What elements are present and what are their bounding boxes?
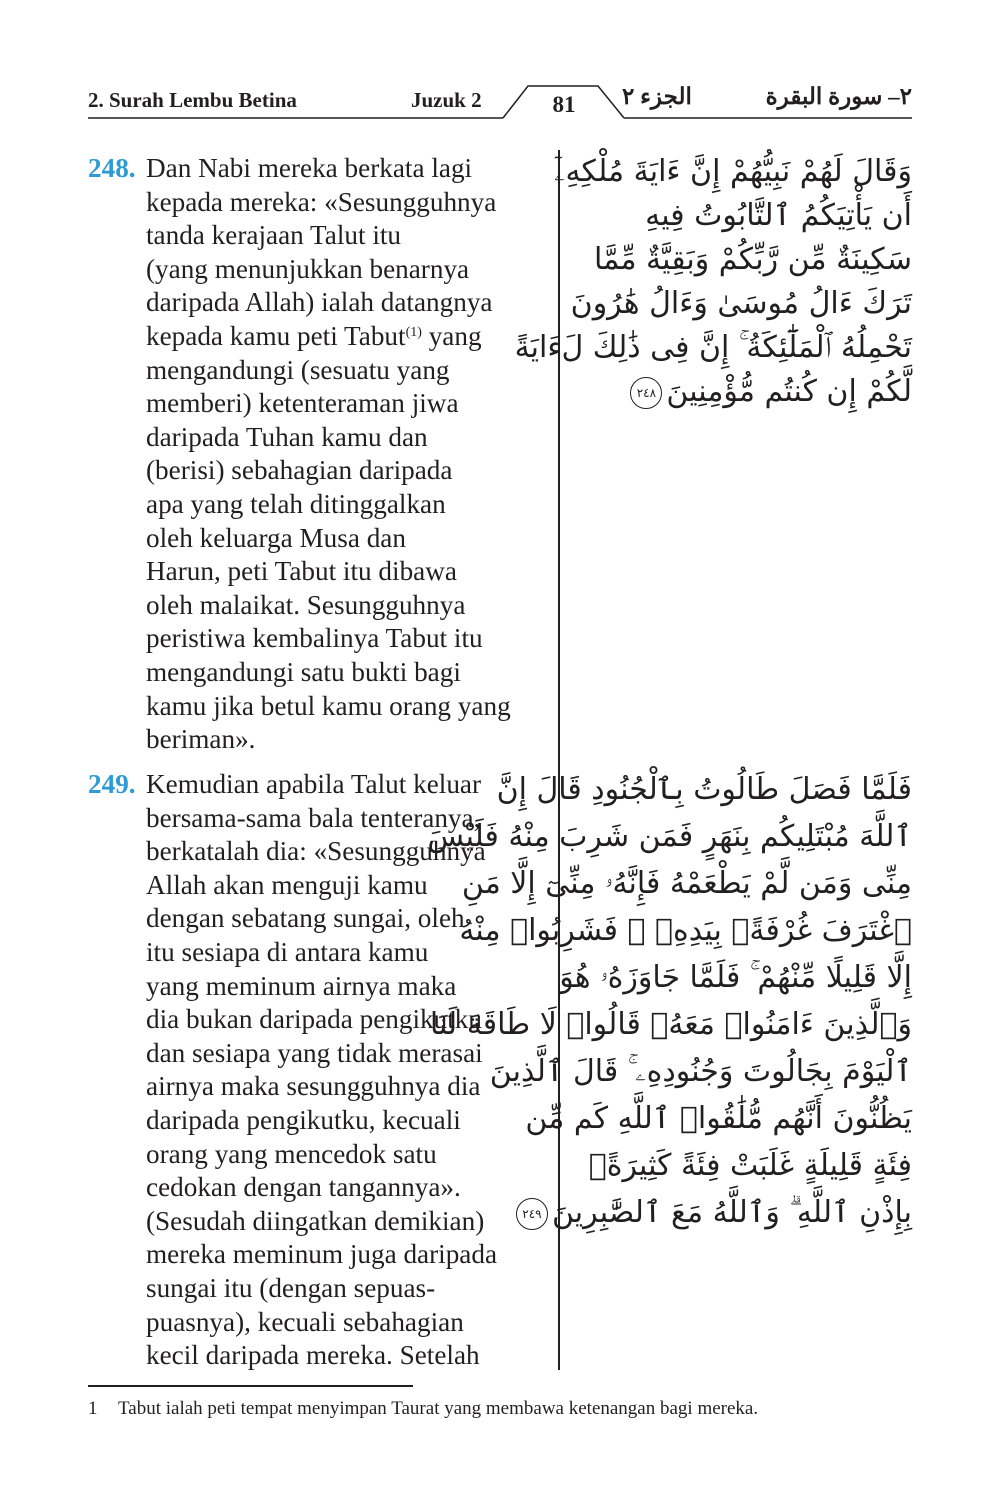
text-line: itu sesiapa di antara kamu	[146, 936, 429, 967]
text-line: mengandungi satu bukti bagi	[146, 656, 461, 687]
text-line-with-footnote	[146, 320, 556, 354]
text-line: kecil daripada mereka. Setelah	[146, 1340, 480, 1371]
text-line: Dan Nabi mereka berkata lagi	[146, 153, 473, 183]
text-line: yang meminum airnya maka	[146, 970, 457, 1001]
verse-number: 249.	[88, 769, 136, 799]
text-fragment: yang	[421, 320, 482, 351]
footnote-rule	[88, 1385, 413, 1387]
text-line: cedokan dengan tangannya».	[146, 1172, 461, 1203]
arabic-line: تَحْمِلُهُ ٱلْمَلَٰٓئِكَةُ ۚ إِنَّ فِى ذَٰلِكَ لَءَايَةً	[514, 330, 912, 365]
text-line: (Sesudah diingatkan demikian)	[146, 1205, 485, 1236]
text-line: daripada Tuhan kamu dan	[146, 421, 428, 452]
text-line: kepada mereka: «Sesungguhnya	[146, 186, 497, 217]
text-line: peristiwa kembalinya Tabut itu	[146, 623, 483, 654]
arabic-line: ٱلْيَوْمَ بِجَالُوتَ وَجُنُودِهِۦ ۚ قَالَ ٱلَّذِينَ	[489, 1054, 912, 1089]
arabic-line: مِنِّى وَمَن لَّمْ يَطْعَمْهُ فَإِنَّهُۥ مِنِّىٓ إِلَّا مَنِ	[461, 866, 912, 901]
text-line: apa yang telah ditinggalkan	[146, 488, 446, 519]
arabic-line: ٱللَّهَ مُبْتَلِيكُم بِنَهَرٍ فَمَن شَرِبَ مِنْهُ فَلَيْسَ	[427, 819, 912, 854]
arabic-line: فِئَةٍ قَلِيلَةٍ غَلَبَتْ فِئَةً كَثِيرَةًۢ	[588, 1148, 912, 1183]
surah-arabic: ٢– سورة البقرة	[765, 84, 912, 109]
footnote-number: 1	[88, 1398, 98, 1419]
arabic-line: وَقَالَ لَهُمْ نَبِيُّهُمْ إِنَّ ءَايَةَ مُلْكِهِۦٓ	[554, 154, 912, 189]
page-number: 81	[552, 92, 576, 117]
text-line: mereka meminum juga daripada	[146, 1239, 498, 1270]
arabic-line: وَٱلَّذِينَ ءَامَنُوا۟ مَعَهُۥ قَالُوا۟ لَا طَاقَةَ لَنَا	[429, 1007, 912, 1042]
verse-number: 248.	[88, 153, 136, 183]
surah-title: 2. Surah Lembu Betina	[88, 88, 297, 112]
page-header	[0, 0, 1000, 125]
arabic-line-last	[427, 1189, 912, 1236]
text-line: Allah akan menguji kamu	[146, 869, 428, 900]
text-line: memberi) ketenteraman jiwa	[146, 388, 459, 419]
footnote-text: Tabut ialah peti tempat menyimpan Taurat yang membawa ketenangan bagi mereka.	[118, 1398, 759, 1419]
arabic-line: إِلَّا قَلِيلًا مِّنْهُمْ ۚ فَلَمَّا جَاوَزَهُۥ هُوَ	[559, 960, 912, 995]
arabic-text: لَّكُمْ إِن كُنتُم مُّؤْمِنِينَ	[666, 374, 912, 409]
arabic-verse-249	[427, 766, 912, 1236]
ayah-marker: ٢٤٩	[516, 1198, 548, 1230]
juz-arabic: الجزء ٢	[622, 84, 692, 109]
arabic-line: فَلَمَّا فَصَلَ طَالُوتُ بِٱلْجُنُودِ قَالَ إِنَّ	[496, 772, 912, 807]
text-line: kamu jika betul kamu orang yang	[146, 690, 511, 721]
text-line: daripada pengikutku, kecuali	[146, 1104, 461, 1135]
arabic-line: ٱغْتَرَفَ غُرْفَةًۢ بِيَدِهِۦ ۚ فَشَرِبُوا۟ مِنْهُ	[459, 913, 912, 948]
text-line: beriman».	[146, 724, 256, 755]
text-line: mengandungi (sesuatu yang	[146, 354, 450, 385]
ayah-marker: ٢٤٨	[630, 377, 662, 409]
arabic-line-last	[515, 370, 912, 414]
arabic-text: بِإِذْنِ ٱللَّهِ ۗ وَٱللَّهُ مَعَ ٱلصَّٰبِرِينَ	[551, 1195, 912, 1230]
text-line: sungai itu (dengan sepuas-	[146, 1272, 436, 1303]
footnote-ref: (1)	[405, 324, 422, 340]
text-line: oleh malaikat. Sesungguhnya	[146, 589, 466, 620]
text-line: berkatalah dia: «Sesungguhnya	[146, 836, 486, 867]
text-line: tanda kerajaan Talut itu	[146, 220, 402, 251]
text-line: Kemudian apabila Talut keluar	[146, 769, 482, 799]
text-line: dia bukan daripada pengikutku	[146, 1004, 482, 1035]
arabic-verse-248	[515, 150, 912, 414]
text-line: bersama-sama bala tenteranya,	[146, 802, 481, 833]
text-line: Harun, peti Tabut itu dibawa	[146, 556, 457, 587]
arabic-line: سَكِينَةٌ مِّن رَّبِّكُمْ وَبَقِيَّةٌ مِّمَّا	[593, 242, 912, 277]
text-line: (berisi) sebahagian daripada	[146, 455, 453, 486]
text-line: (yang menunjukkan benarnya	[146, 253, 470, 284]
arabic-line: أَن يَأْتِيَكُمُ ٱلتَّابُوتُ فِيهِ	[645, 198, 912, 233]
arabic-line: تَرَكَ ءَالُ مُوسَىٰ وَءَالُ هَٰرُونَ	[570, 286, 912, 321]
juzuk-label: Juzuk 2	[411, 88, 482, 112]
text-line: dan sesiapa yang tidak merasai	[146, 1037, 483, 1068]
text-fragment: kepada kamu peti Tabut	[146, 320, 406, 351]
arabic-line: يَظُنُّونَ أَنَّهُم مُّلَٰقُوا۟ ٱللَّهِ كَم مِّن	[525, 1101, 912, 1136]
text-line: dengan sebatang sungai, oleh	[146, 903, 465, 934]
text-line: airnya maka sesungguhnya dia	[146, 1071, 481, 1102]
verse-translation	[146, 152, 556, 757]
text-line: daripada Allah) ialah datangnya	[146, 287, 493, 318]
footnote	[88, 1398, 758, 1420]
text-line: orang yang mencedok satu	[146, 1138, 437, 1169]
text-line: puasnya), kecuali sebahagian	[146, 1306, 464, 1337]
text-line: oleh keluarga Musa dan	[146, 522, 406, 553]
